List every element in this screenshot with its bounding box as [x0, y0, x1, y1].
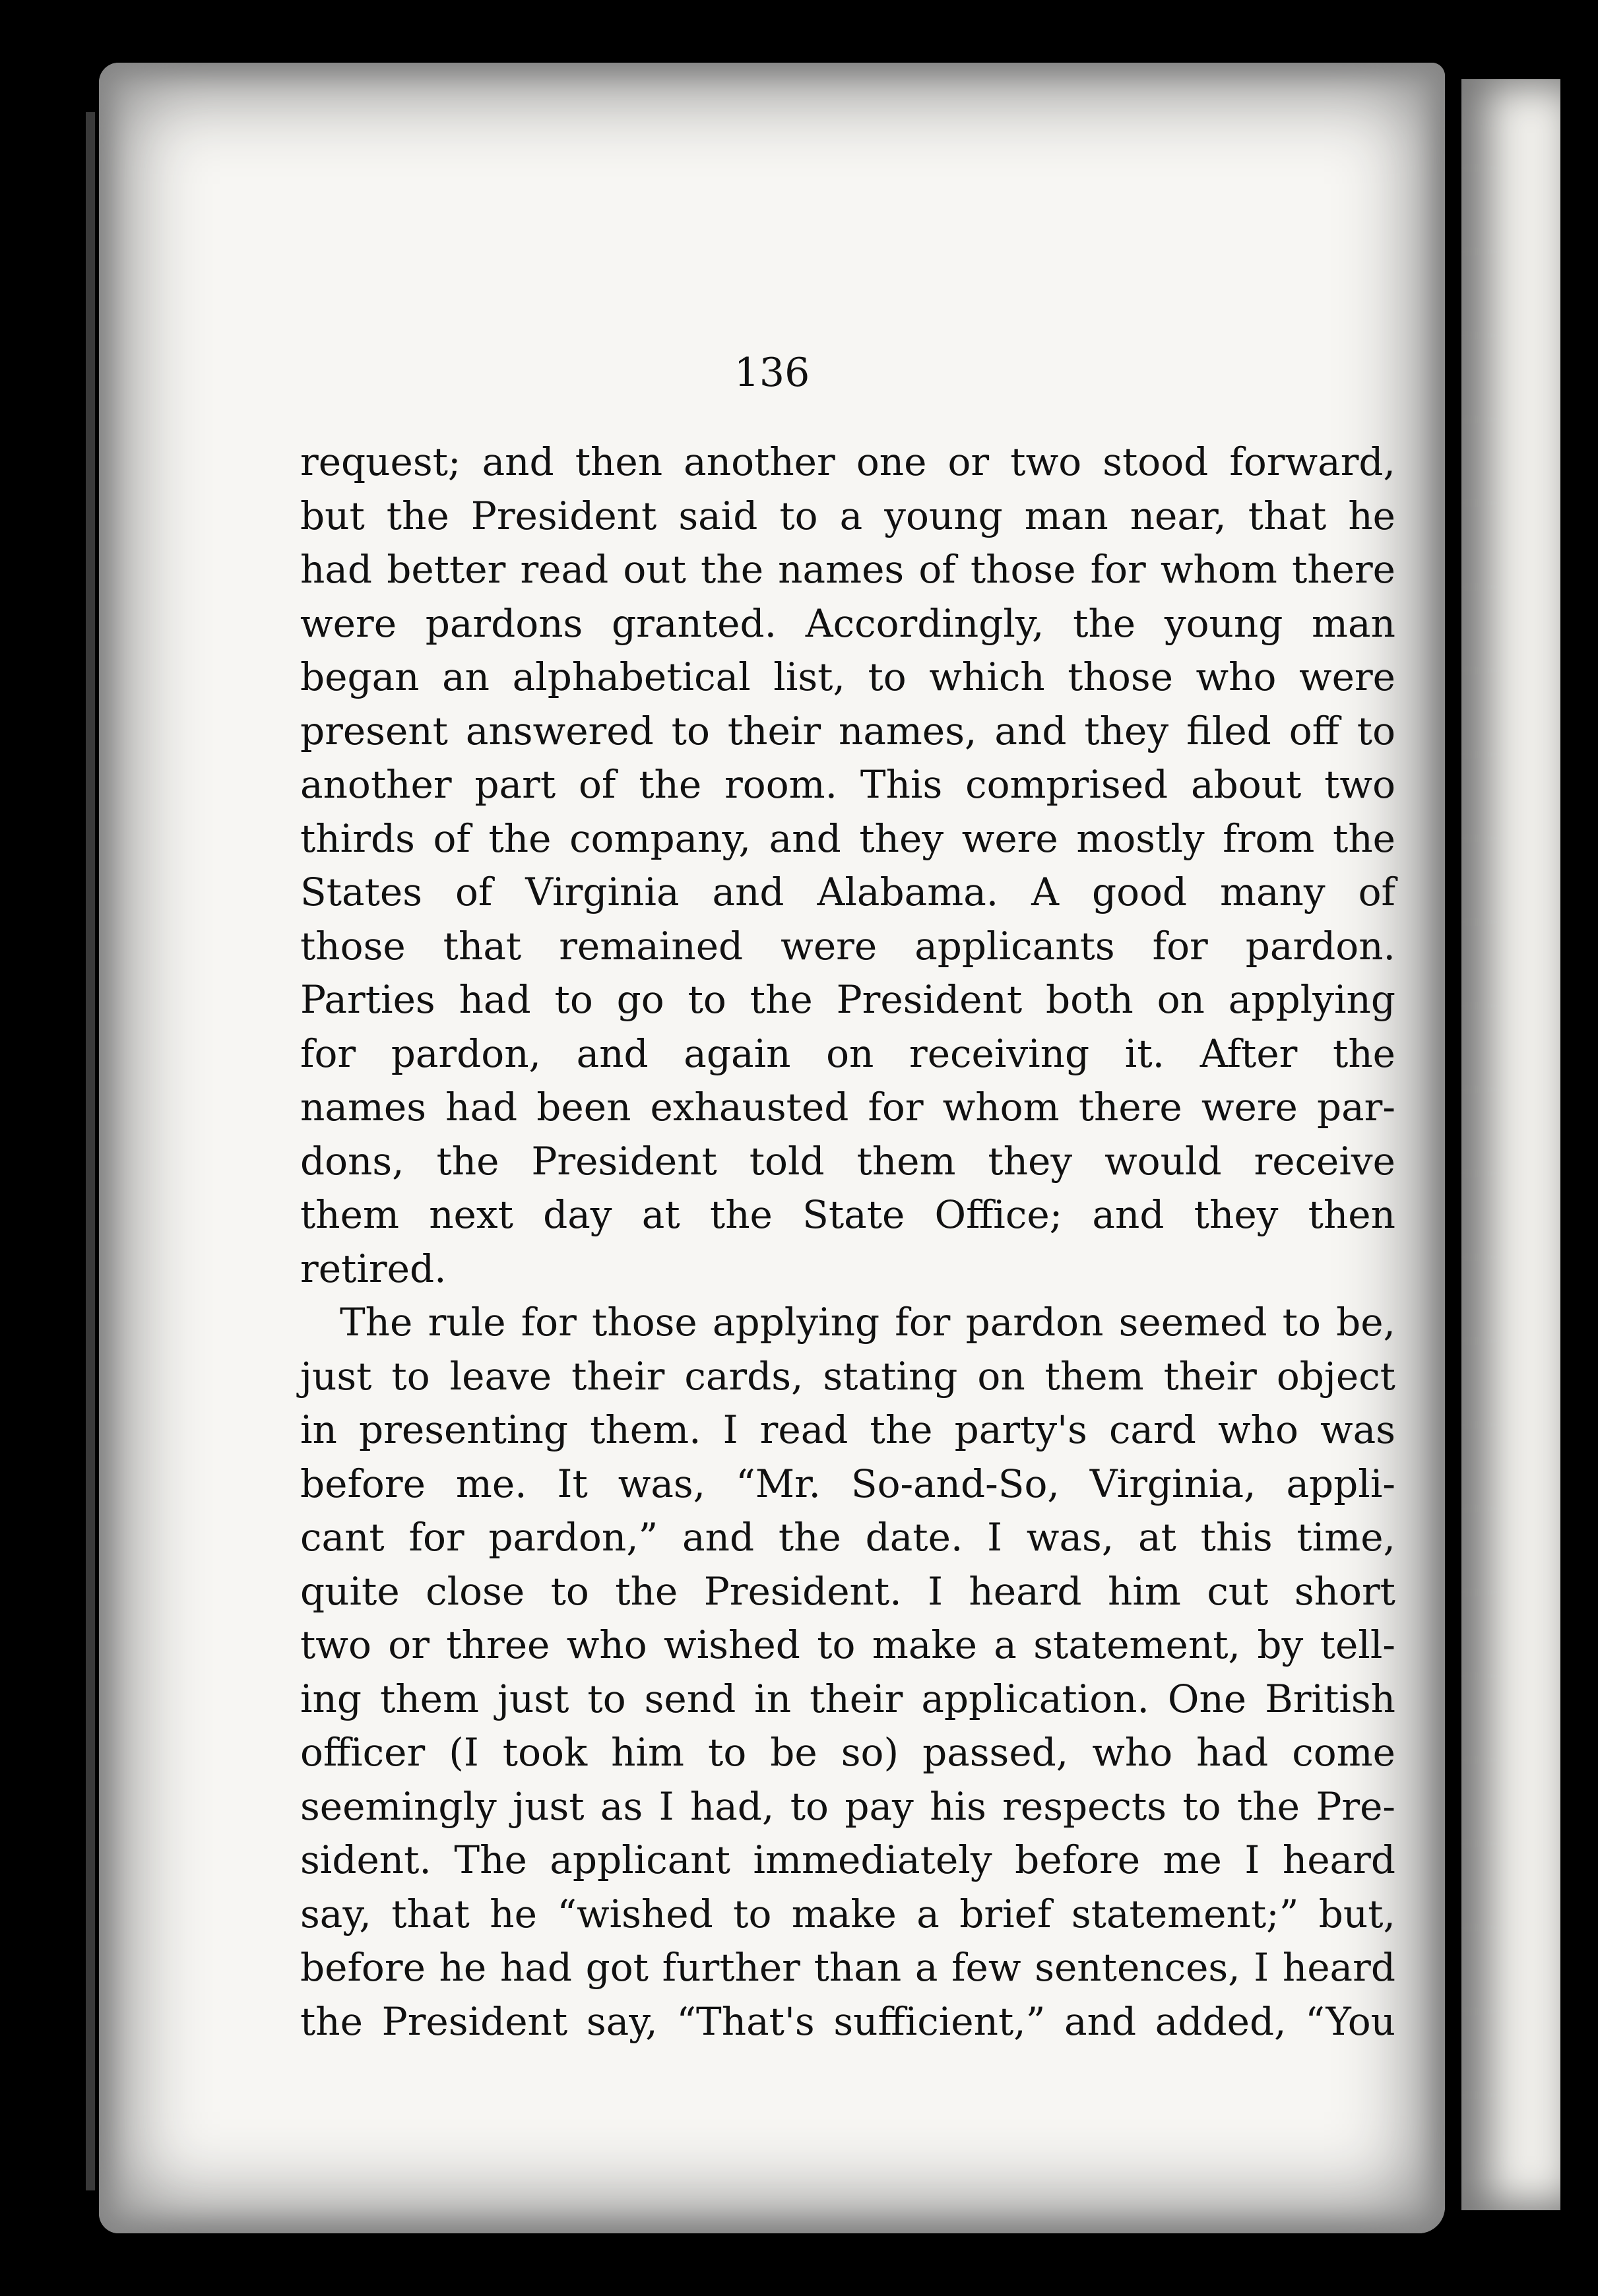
- text-line: quite close to the President. I heard him cut short: [300, 1568, 1395, 1614]
- book-spine-edge: [86, 112, 95, 2190]
- facing-page-edge: [1461, 79, 1560, 2210]
- text-line: just to leave their cards, stating on them their object: [300, 1353, 1395, 1399]
- page-number: 136: [734, 350, 810, 396]
- text-line: the President say, “That's sufficient,” and added, “You: [300, 1998, 1395, 2044]
- text-line: began an alphabetical list, to which those who were: [300, 654, 1395, 699]
- text-line: ing them just to send in their application. One British: [300, 1676, 1395, 1721]
- text-line: in presenting them. I read the party's card who was: [300, 1407, 1395, 1452]
- text-line: say, that he “wished to make a brief statement;” but,: [300, 1891, 1395, 1936]
- text-line: dons, the President told them they would receive: [300, 1138, 1395, 1184]
- text-line: but the President said to a young man near, that he: [300, 493, 1395, 538]
- text-line: for pardon, and again on receiving it. After the: [300, 1031, 1395, 1076]
- text-line: officer (I took him to be so) passed, who had come: [300, 1730, 1395, 1775]
- text-line: Parties had to go to the President both on applying: [300, 977, 1395, 1022]
- text-line: before he had got further than a few sentences, I heard: [300, 1945, 1395, 1990]
- text-line: before me. It was, “Mr. So-and-So, Virginia, appli-: [300, 1461, 1395, 1506]
- text-line: sident. The applicant immediately before me I heard: [300, 1837, 1395, 1882]
- text-line: them next day at the State Office; and they then: [300, 1192, 1395, 1237]
- text-line: another part of the room. This comprised about two: [300, 762, 1395, 807]
- text-line: retired.: [300, 1246, 447, 1291]
- text-line: those that remained were applicants for pardon.: [300, 923, 1395, 969]
- text-line: names had been exhausted for whom there were par-: [300, 1085, 1395, 1130]
- text-line: States of Virginia and Alabama. A good many of: [300, 870, 1395, 914]
- book-page: [99, 63, 1445, 2233]
- text-line: present answered to their names, and they filed off to: [300, 708, 1395, 753]
- text-line: The rule for those applying for pardon seemed to be,: [340, 1300, 1395, 1345]
- text-line: request; and then another one or two stood forward,: [300, 439, 1395, 484]
- text-line: cant for pardon,” and the date. I was, at this time,: [300, 1515, 1395, 1560]
- text-line: seemingly just as I had, to pay his respects to the Pre-: [300, 1783, 1395, 1829]
- text-line: were pardons granted. Accordingly, the young man: [300, 600, 1395, 646]
- text-line: had better read out the names of those for whom there: [300, 547, 1395, 592]
- text-line: thirds of the company, and they were mostly from the: [300, 815, 1395, 861]
- text-line: two or three who wished to make a statement, by tell-: [300, 1622, 1395, 1667]
- body-text: [300, 435, 1395, 2049]
